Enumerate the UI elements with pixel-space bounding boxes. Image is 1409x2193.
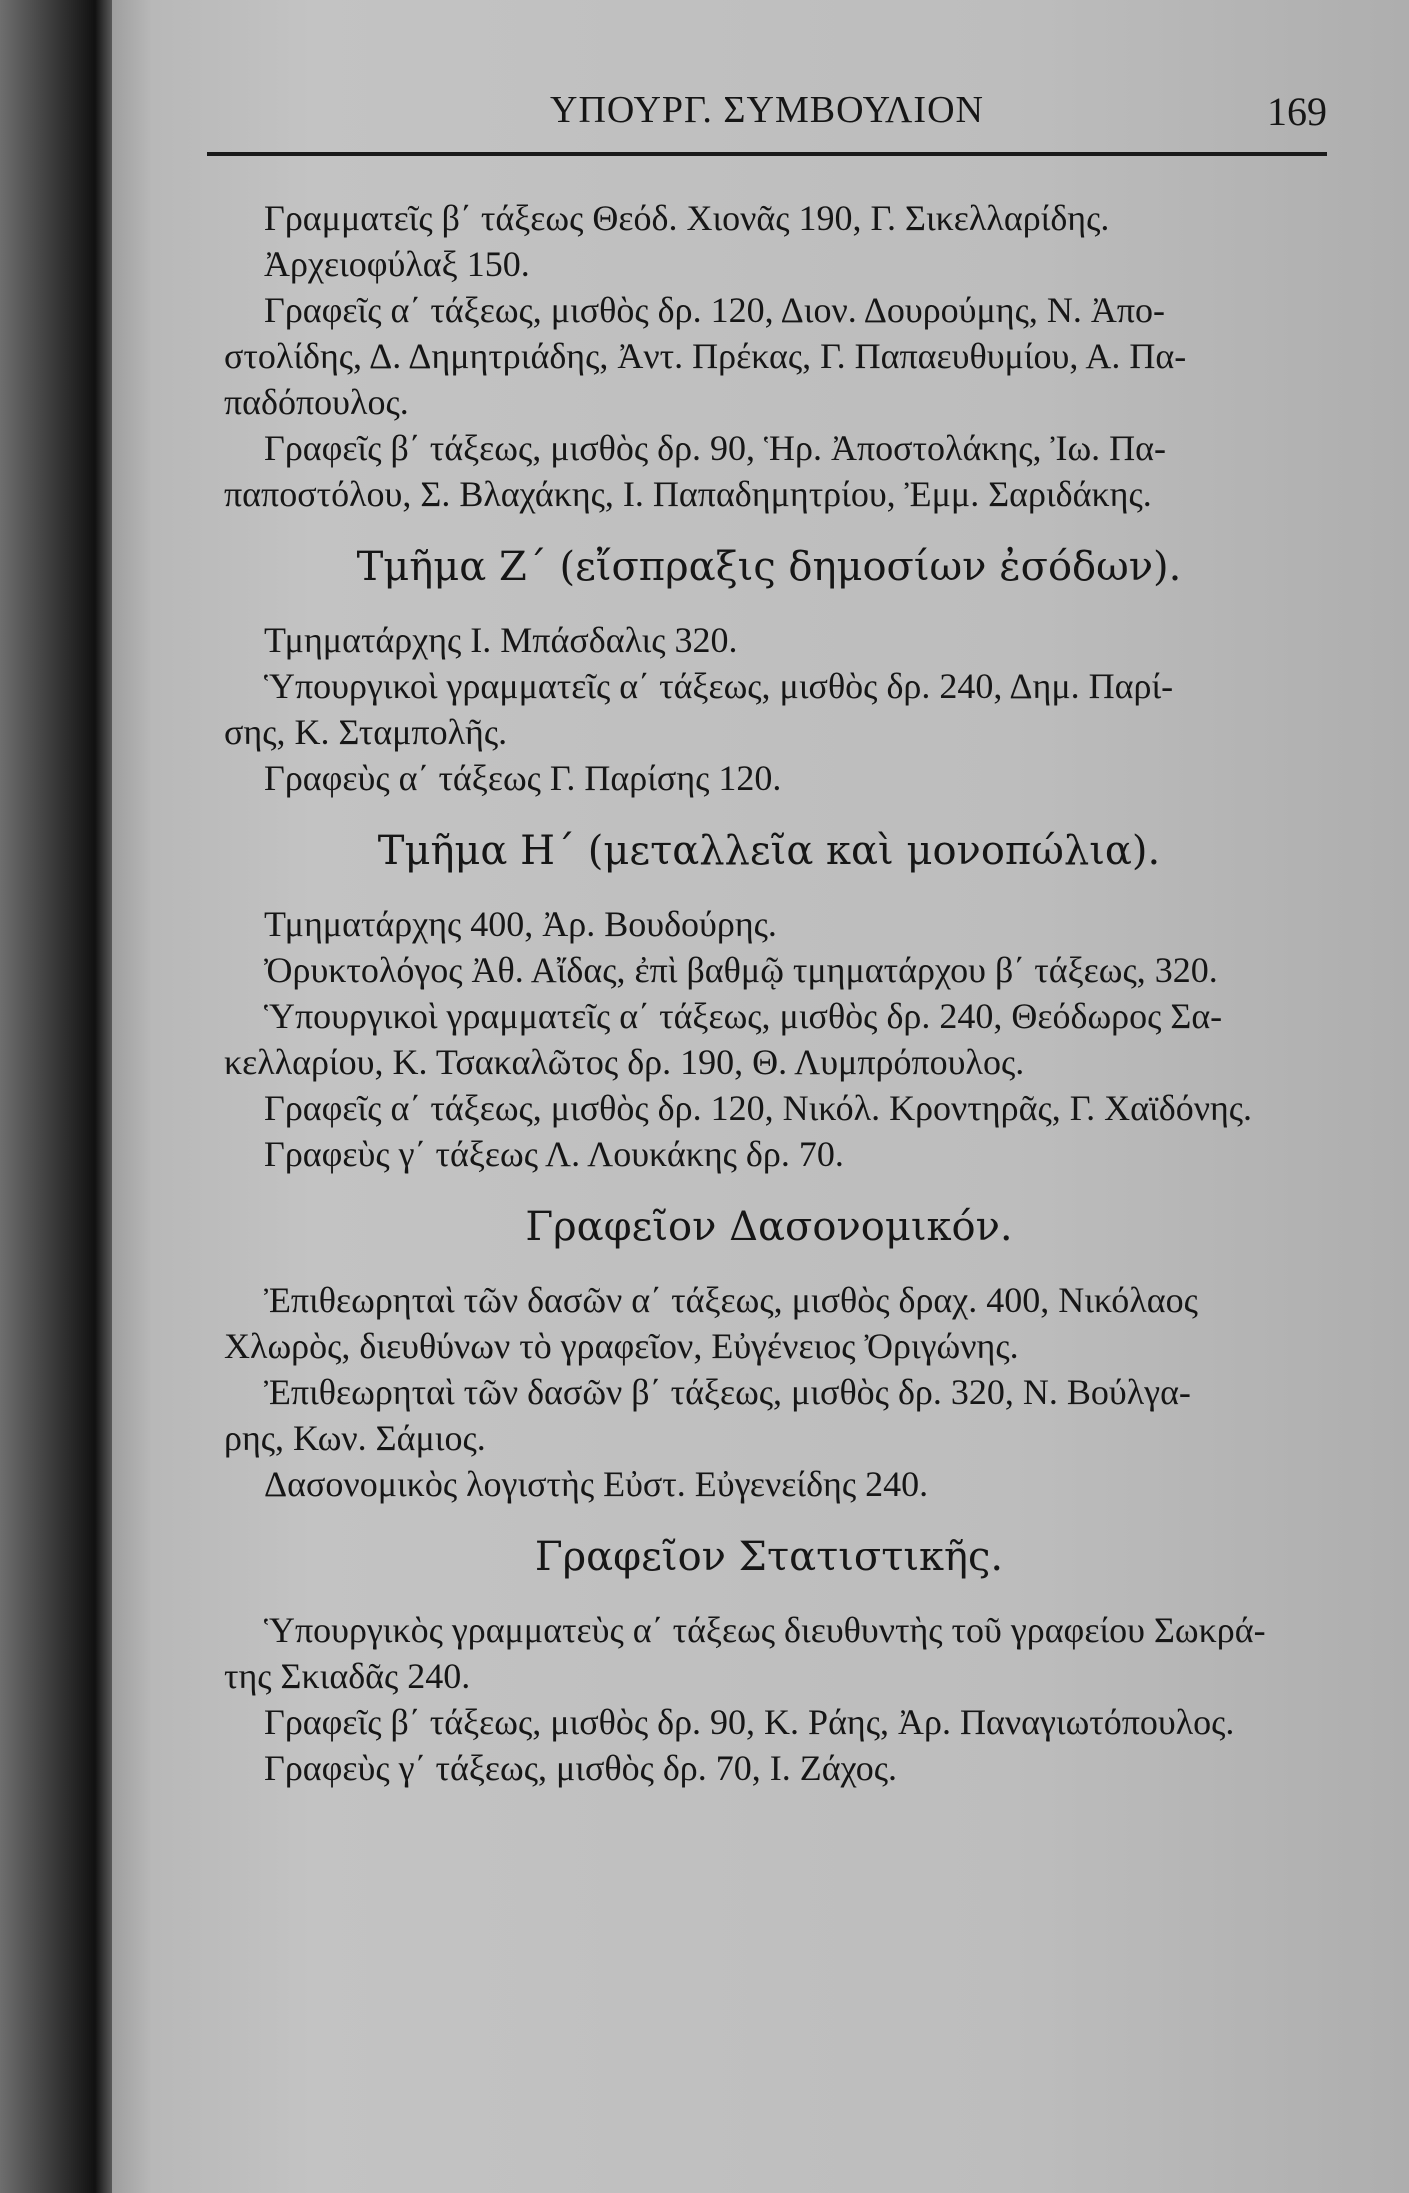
- text-line: παποστόλου, Σ. Βλαχάκης, Ι. Παπαδημητρίου, Ἐμμ. Σαριδάκης.: [224, 474, 1152, 514]
- page-header: [207, 88, 1327, 144]
- section-z-lines: [224, 617, 1314, 801]
- running-head: ΥΠΟΥΡΓ. ΣΥΜΒΟΥΛΙΟΝ: [550, 89, 984, 131]
- section-h-lines: [224, 901, 1314, 1177]
- section-statistics-lines: [224, 1607, 1314, 1791]
- text-line: κελλαρίου, Κ. Τσακαλῶτος δρ. 190, Θ. Λυμπρόπουλος.: [224, 1042, 1025, 1082]
- text-line: στολίδης, Δ. Δημητριάδης, Ἀντ. Πρέκας, Γ. Παπαευθυμίου, Α. Πα-: [224, 336, 1187, 376]
- text-line: Γραφεῖς α΄ τάξεως, μισθὸς δρ. 120, Νικόλ. Κροντηρᾶς, Γ. Χαϊδόνης.: [264, 1088, 1253, 1128]
- text-line: Ἐπιθεωρηταὶ τῶν δασῶν α΄ τάξεως, μισθὸς δραχ. 400, Νικόλαος: [264, 1280, 1198, 1320]
- text-line: Ὑπουργικοὶ γραμματεῖς α΄ τάξεως, μισθὸς δρ. 240, Θεόδωρος Σα-: [264, 996, 1223, 1036]
- text-line: Γραφεὺς γ΄ τάξεως Λ. Λουκάκης δρ. 70.: [264, 1134, 844, 1174]
- intro-block: [224, 195, 1314, 517]
- text-line: Χλωρὸς, διευθύνων τὸ γραφεῖον, Εὐγένειος Ὀριγώνης.: [224, 1326, 1019, 1366]
- text-line: Γραφεῖς α΄ τάξεως, μισθὸς δρ. 120, Διον. Δουρούμης, Ν. Ἀπο-: [264, 290, 1166, 330]
- text-line: παδόπουλος.: [224, 382, 409, 422]
- text-line: της Σκιαδᾶς 240.: [224, 1656, 471, 1696]
- text-line: Ὑπουργικὸς γραμματεὺς α΄ τάξεως διευθυντὴς τοῦ γραφείου Σωκρά-: [264, 1610, 1266, 1650]
- section-title-statistics: Γραφεῖον Στατιστικῆς.: [534, 1534, 1004, 1580]
- text-line: Δασονομικὸς λογιστὴς Εὐστ. Εὐγενείδης 240.: [264, 1464, 929, 1504]
- book-page: [112, 0, 1409, 2193]
- text-line: Γραφεὺς α΄ τάξεως Γ. Παρίσης 120.: [264, 758, 782, 798]
- text-line: Γραμματεῖς β΄ τάξεως Θεόδ. Χιονᾶς 190, Γ. Σικελλαρίδης.: [264, 198, 1110, 238]
- section-title-z: Τμῆμα Ζ΄ (εἴσπραξις δημοσίων ἐσόδων).: [356, 544, 1182, 590]
- text-line: σης, Κ. Σταμπολῆς.: [224, 712, 508, 752]
- text-line: Ἐπιθεωρηταὶ τῶν δασῶν β΄ τάξεως, μισθὸς δρ. 320, Ν. Βούλγα-: [264, 1372, 1191, 1412]
- text-line: Τμηματάρχης 400, Ἀρ. Βουδούρης.: [264, 904, 777, 944]
- book-binding-shadow: [0, 0, 120, 2193]
- header-rule: [207, 152, 1327, 156]
- text-line: Ὑπουργικοὶ γραμματεῖς α΄ τάξεως, μισθὸς δρ. 240, Δημ. Παρί-: [264, 666, 1174, 706]
- text-line: Γραφεῖς β΄ τάξεως, μισθὸς δρ. 90, Κ. Ράης, Ἀρ. Παναγιωτόπουλος.: [264, 1702, 1235, 1742]
- text-line: Ὀρυκτολόγος Ἀθ. Αἴδας, ἐπὶ βαθμῷ τμηματάρχου β΄ τάξεως, 320.: [264, 950, 1218, 990]
- page-number: 169: [1267, 89, 1327, 134]
- section-forestry-lines: [224, 1277, 1314, 1507]
- text-line: Γραφεὺς γ΄ τάξεως, μισθὸς δρ. 70, Ι. Ζάχος.: [264, 1748, 898, 1788]
- section-title-forestry: Γραφεῖον Δασονομικόν.: [525, 1204, 1013, 1250]
- text-line: Γραφεῖς β΄ τάξεως, μισθὸς δρ. 90, Ἡρ. Ἀποστολάκης, Ἰω. Πα-: [264, 428, 1167, 468]
- page-text: [224, 195, 1314, 1791]
- text-line: ρης, Κων. Σάμιος.: [224, 1418, 486, 1458]
- text-line: Ἀρχειοφύλαξ 150.: [264, 244, 530, 284]
- section-title-h: Τμῆμα Η΄ (μεταλλεῖα καὶ μονοπώλια).: [377, 828, 1161, 874]
- text-line: Τμηματάρχης Ι. Μπάσδαλις 320.: [264, 620, 738, 660]
